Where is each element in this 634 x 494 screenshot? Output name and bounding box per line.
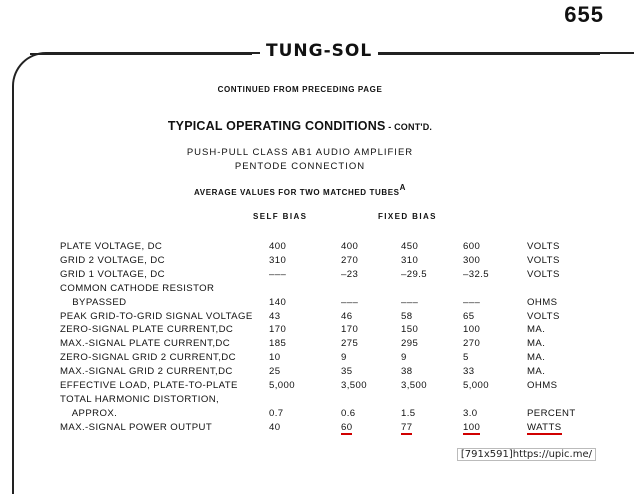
row-value-v1: 5,000 [269,380,296,391]
row-unit: OHMS [527,296,558,308]
row-value-v1: 43 [269,310,281,322]
row-value-v3: 77 [401,421,413,433]
section-title-main: TYPICAL OPERATING CONDITIONS [167,119,386,133]
row-label: ZERO-SIGNAL PLATE CURRENT,DC [60,324,234,336]
row-value-v3: 150 [401,324,419,336]
column-header-self-bias: SELF BIAS [253,212,308,221]
row-label: PEAK GRID-TO-GRID SIGNAL VOLTAGE [60,310,253,322]
average-values-text: AVERAGE VALUES FOR TWO MATCHED TUBES [194,188,400,197]
row-value-v3: 38 [401,366,413,378]
row-unit: VOLTS [527,268,560,280]
subtitle-connection: PENTODE CONNECTION [234,161,366,172]
row-label: ZERO-SIGNAL GRID 2 CURRENT,DC [60,352,236,364]
row-value-v3: 9 [401,352,407,364]
row-label: GRID 1 VOLTAGE, DC [60,268,165,280]
row-value-v4: 300 [463,254,481,266]
row-label: MAX.-SIGNAL GRID 2 CURRENT,DC [60,366,233,378]
row-unit: PERCENT [527,407,576,419]
section-title [0,119,600,133]
continued-note: CONTINUED FROM PRECEDING PAGE [217,85,383,94]
row-value-v3: ––– [401,296,419,308]
row-value-v1: 0.7 [269,407,284,419]
row-value-v1: 400 [269,241,287,252]
row-unit: MA. [527,366,546,378]
row-label: COMMON CATHODE RESISTOR [60,282,215,294]
row-value-v4: 65 [463,310,475,322]
row-value-v1: 140 [269,296,287,308]
subtitle-amplifier: PUSH-PULL CLASS AB1 AUDIO AMPLIFIER [186,147,414,158]
row-value-v3: –29.5 [401,268,428,280]
row-value-v2: 60 [341,421,353,433]
brand-rule-right [366,53,600,55]
row-unit: VOLTS [527,310,560,322]
row-value-v3: 1.5 [401,407,416,419]
column-header-fixed-bias: FIXED BIAS [378,212,437,221]
row-label: PLATE VOLTAGE, DC [60,241,163,252]
row-unit: VOLTS [527,241,560,252]
average-values-note [0,183,600,197]
row-unit: VOLTS [527,254,560,266]
row-unit: WATTS [527,421,562,433]
row-label: APPROX. [60,407,118,419]
row-label: MAX.-SIGNAL POWER OUTPUT [60,421,213,433]
row-value-v4: 600 [463,241,481,252]
row-value-v4: 100 [463,324,481,336]
row-value-v4: 3.0 [463,407,478,419]
row-value-v2: 35 [341,366,353,378]
row-value-v3: 58 [401,310,413,322]
row-value-v4: –32.5 [463,268,490,280]
row-value-v3: 310 [401,254,419,266]
footnote-marker: A [399,183,406,192]
row-value-v2: –23 [341,268,359,280]
row-label: EFFECTIVE LOAD, PLATE-TO-PLATE [60,380,238,391]
row-value-v2: 3,500 [341,380,368,391]
row-label: TOTAL HARMONIC DISTORTION, [60,393,220,405]
section-title-suffix: - CONT'D. [385,122,433,132]
brand-rule-left [30,53,252,55]
row-value-v2: 275 [341,338,359,350]
row-value-v2: 170 [341,324,359,336]
row-value-v4: 100 [463,421,481,433]
row-label: BYPASSED [60,296,127,308]
row-value-v4: 33 [463,366,475,378]
row-value-v1: 10 [269,352,281,364]
row-unit: MA. [527,324,546,336]
row-label: GRID 2 VOLTAGE, DC [60,254,165,266]
row-value-v1: 40 [269,421,281,433]
row-value-v4: 5 [463,352,469,364]
row-unit: MA. [527,338,546,350]
row-value-v1: 185 [269,338,287,350]
row-value-v1: 25 [269,366,281,378]
row-value-v3: 450 [401,241,419,252]
row-value-v4: 270 [463,338,481,350]
row-value-v1: 310 [269,254,287,266]
row-unit: MA. [527,352,546,364]
row-value-v4: ––– [463,296,481,308]
watermark: [791x591]https://upic.me/ [457,448,596,461]
row-value-v3: 295 [401,338,419,350]
row-value-v4: 5,000 [463,380,490,391]
row-value-v1: 170 [269,324,287,336]
brand-logo: TUNG-SOL [260,41,378,61]
page-number: 655 [564,2,604,27]
row-value-v1: ––– [269,268,287,280]
row-unit: OHMS [527,380,558,391]
row-label: MAX.-SIGNAL PLATE CURRENT,DC [60,338,231,350]
row-value-v2: 400 [341,241,359,252]
row-value-v2: 9 [341,352,347,364]
row-value-v2: 270 [341,254,359,266]
row-value-v2: 46 [341,310,353,322]
row-value-v2: 0.6 [341,407,356,419]
row-value-v3: 3,500 [401,380,428,391]
row-value-v2: ––– [341,296,359,308]
